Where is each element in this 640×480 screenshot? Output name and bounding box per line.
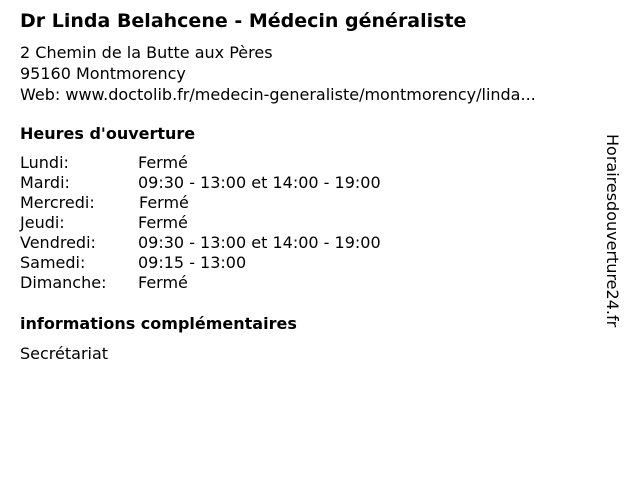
day-label: Dimanche: [20,273,107,292]
additional-info-text: Secrétariat [20,344,109,363]
day-label: Vendredi: [20,233,96,252]
day-hours: Fermé [139,193,189,212]
site-watermark: Horairesdouverture24.fr [603,134,622,328]
day-label: Jeudi: [20,213,65,232]
day-hours: 09:15 - 13:00 [138,253,247,272]
day-hours: Fermé [138,273,188,292]
address-city: 95160 Montmorency [20,64,186,83]
day-hours: 09:30 - 13:00 et 14:00 - 19:00 [138,233,381,252]
day-label: Samedi: [20,253,86,272]
day-label: Mercredi: [20,193,95,212]
website-link[interactable]: Web: www.doctolib.fr/medecin-generaliste/montmorency/linda... [20,85,536,104]
day-label: Lundi: [20,153,69,172]
page-title: Dr Linda Belahcene - Médecin généraliste [20,10,467,32]
address-street: 2 Chemin de la Butte aux Pères [20,43,273,62]
day-hours: 09:30 - 13:00 et 14:00 - 19:00 [138,173,381,192]
additional-info-heading: informations complémentaires [20,314,297,333]
opening-hours-heading: Heures d'ouverture [20,124,196,143]
day-hours: Fermé [138,153,188,172]
day-hours: Fermé [138,213,188,232]
day-label: Mardi: [20,173,70,192]
